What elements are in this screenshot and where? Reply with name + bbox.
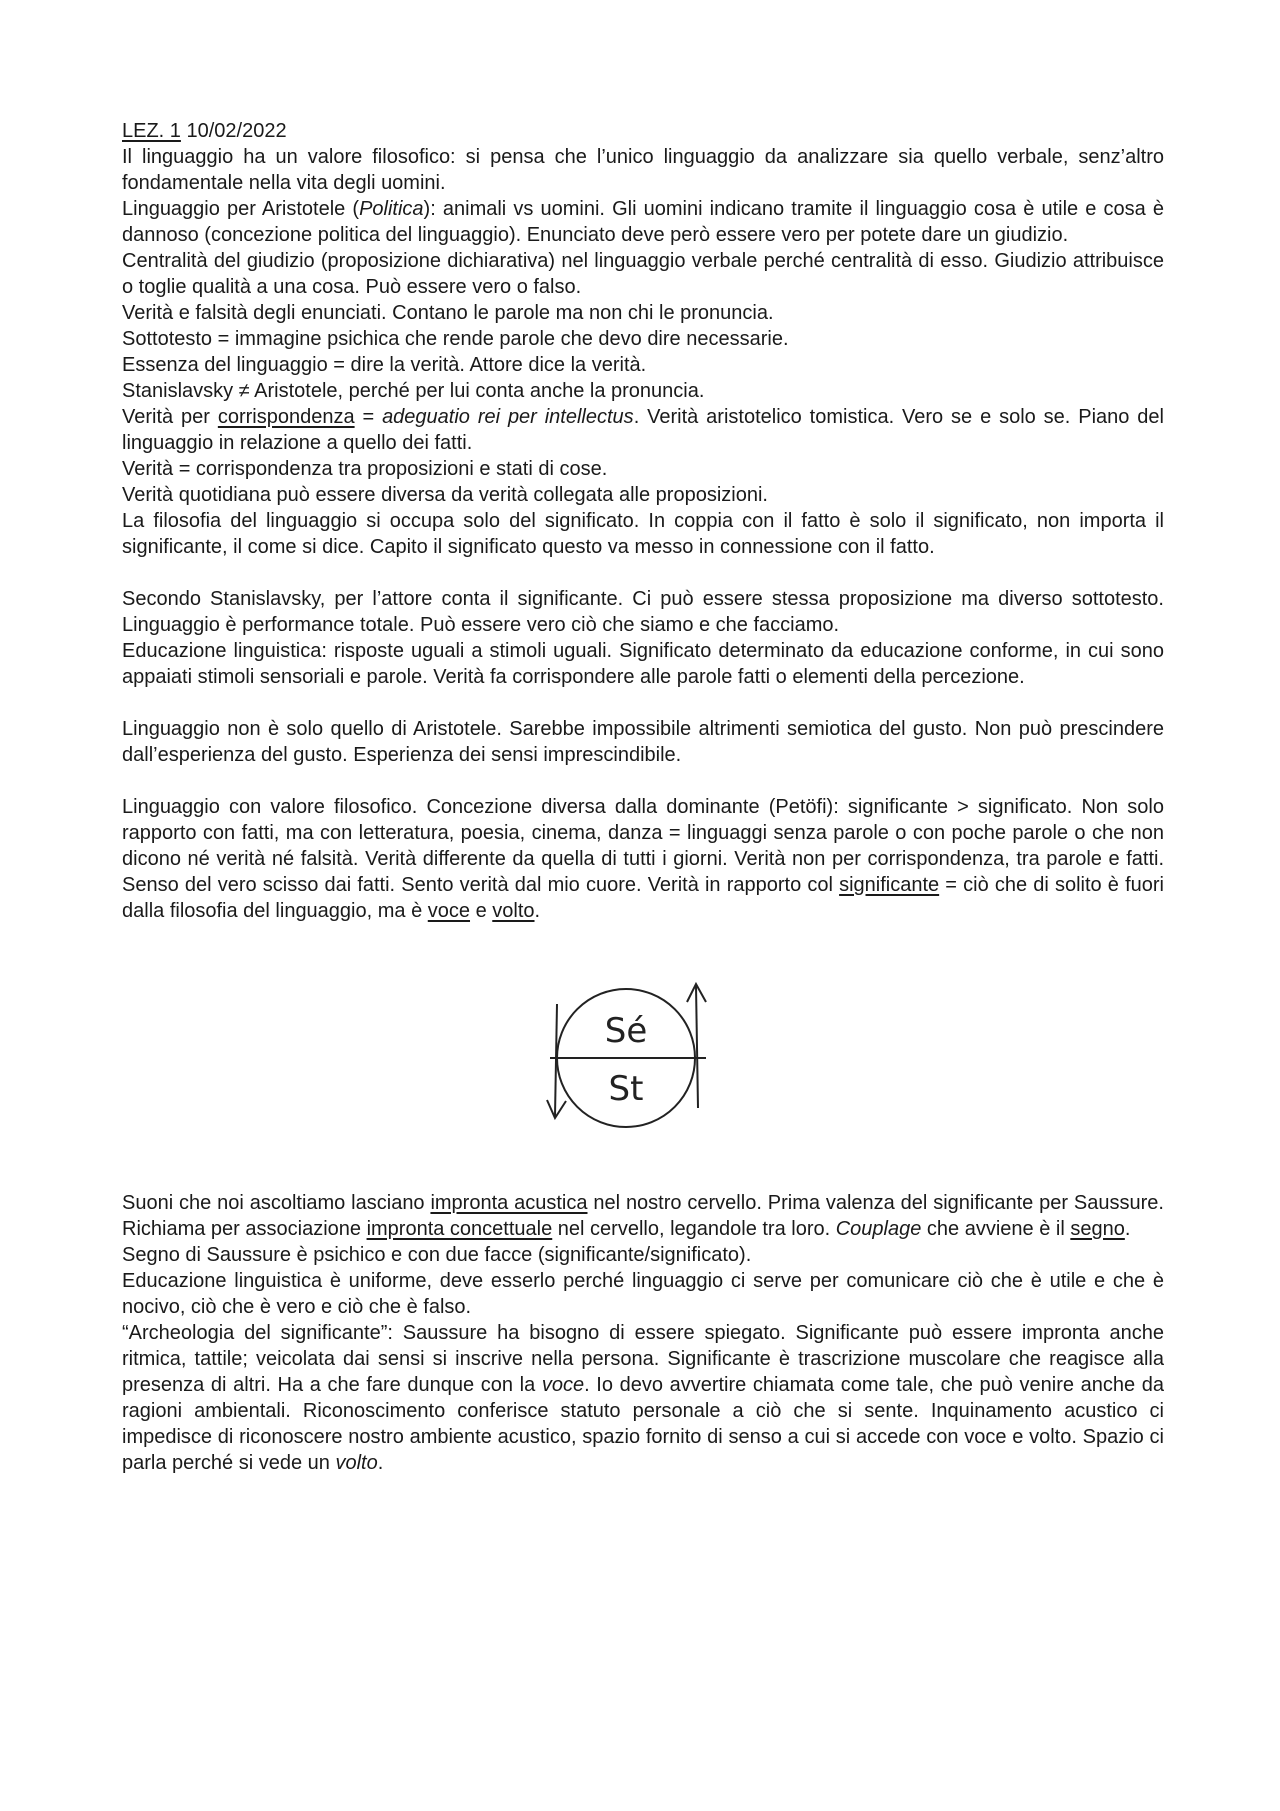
underlined-term: significante: [839, 874, 940, 896]
paragraph: “Archeologia del significante”: Saussure ha bisogno di essere spiegato. Significante può essere impronta anche ritmica, tattile; veicolata dai sensi si inscrive nella persona. Significante è trascrizione muscolare che reagisce alla presenza di altri. Ha a che fare dunque con la voce. Io devo avvertire chiamata come tale, che può venire anche da ragioni ambientali. Riconoscimento conferisce statuto personale a ciò che si sente. Inquinamento acustico ci impedisce di riconoscere nostro ambiente acustico, spazio fornito di senso a cui si accede con voce e volto. Spazio ci parla perché si vede un volto.: [122, 1322, 1165, 1474]
down-arrow-shaft: [555, 1004, 557, 1116]
paragraph: Verità quotidiana può essere diversa da verità collegata alle proposizioni.: [122, 484, 768, 506]
sign-diagram-drawing: [546, 980, 716, 1140]
paragraph: Linguaggio per Aristotele (Politica): animali vs uomini. Gli uomini indicano tramite il linguaggio cosa è utile e cosa è dannoso (concezione politica del linguaggio). Enunciato deve però essere vero per potete dare un giudizio.: [122, 198, 1164, 246]
up-arrow-shaft: [696, 986, 698, 1108]
underlined-term: voce: [427, 900, 471, 922]
paragraph: La filosofia del linguaggio si occupa solo del significato. In coppia con il fatto è solo il significato, non importa il significante, il come si dice. Capito il significato questo va messo in connessione con il fatto.: [122, 510, 1164, 558]
saussure-sign-diagram: [122, 956, 1164, 1166]
paragraph: Educazione linguistica: risposte uguali a stimoli uguali. Significato determinato da educazione conforme, in cui sono appaiati stimoli sensoriali e parole. Verità fa corrispondere alle parole fatti o elementi della percezione.: [122, 640, 1164, 688]
paragraph: Essenza del linguaggio = dire la verità. Attore dice la verità.: [122, 354, 647, 376]
paragraph: Centralità del giudizio (proposizione dichiarativa) nel linguaggio verbale perché centralità di esso. Giudizio attribuisce o toglie qualità a una cosa. Può essere vero o falso.: [122, 250, 1164, 298]
underlined-term: impronta acustica: [430, 1192, 588, 1214]
paragraph: Linguaggio con valore filosofico. Concezione diversa dalla dominante (Petöfi): significante > significato. Non solo rapporto con fatti, ma con letteratura, poesia, cinema, danza = linguaggi senza parole o con poche parole o che non dicono né verità né falsità. Verità differente da quella di tutti i giorni. Verità non per corrispondenza, tra parole e fatti. Senso del vero scisso dai fatti. Sento verità dal mio cuore. Verità in rapporto col significante = ciò che di solito è fuori dalla filosofia del linguaggio, ma è voce e volto.: [122, 796, 1164, 922]
paragraph: Segno di Saussure è psichico e con due facce (significante/significato).: [122, 1244, 752, 1266]
paragraph: Verità e falsità degli enunciati. Contano le parole ma non chi le pronuncia.: [122, 302, 774, 324]
underlined-term: corrispondenza: [217, 406, 355, 428]
paragraph: Il linguaggio ha un valore filosofico: si pensa che l’unico linguaggio da analizzare sia quello verbale, senz’altro fondamentale nella vita degli uomini.: [122, 146, 1164, 194]
underlined-term: segno: [1070, 1218, 1125, 1240]
underlined-term: impronta concettuale: [366, 1218, 553, 1240]
paragraph: Stanislavsky ≠ Aristotele, perché per lui conta anche la pronuncia.: [122, 380, 705, 402]
signifiant-label: St: [608, 1069, 644, 1109]
lesson-header: [122, 118, 1164, 144]
paragraph: Secondo Stanislavsky, per l’attore conta il significante. Ci può essere stessa proposizione ma diverso sottotesto. Linguaggio è performance totale. Può essere vero ciò che siamo e che facciamo.: [122, 588, 1164, 636]
paragraph: Suoni che noi ascoltiamo lasciano impronta acustica nel nostro cervello. Prima valenza del significante per Saussure. Richiama per associazione impronta concettuale nel cervello, legandole tra loro. Couplage che avviene è il segno.: [122, 1192, 1164, 1240]
paragraph: Linguaggio non è solo quello di Aristotele. Sarebbe impossibile altrimenti semiotica del gusto. Non può prescindere dall’esperienza del gusto. Esperienza dei sensi imprescindibile.: [122, 718, 1164, 766]
lesson-date: 10/02/2022: [186, 120, 287, 142]
paragraph: Educazione linguistica è uniforme, deve esserlo perché linguaggio ci serve per comunicare ciò che è utile e che è nocivo, ciò che è vero e ciò che è falso.: [122, 1270, 1164, 1318]
lesson-number: LEZ. 1: [122, 120, 181, 142]
paragraph: Verità per corrispondenza = adeguatio rei per intellectus. Verità aristotelico tomistica. Vero se e solo se. Piano del linguaggio in relazione a quello dei fatti.: [122, 406, 1164, 454]
paragraph: Verità = corrispondenza tra proposizioni e stati di cose.: [122, 458, 608, 480]
down-arrow-head: [547, 1100, 566, 1118]
underlined-term: volto: [492, 900, 535, 922]
paragraph: Sottotesto = immagine psichica che rende parole che devo dire necessarie.: [122, 328, 789, 350]
signifie-label: Sé: [604, 1011, 648, 1051]
document-page: [122, 118, 1164, 1476]
